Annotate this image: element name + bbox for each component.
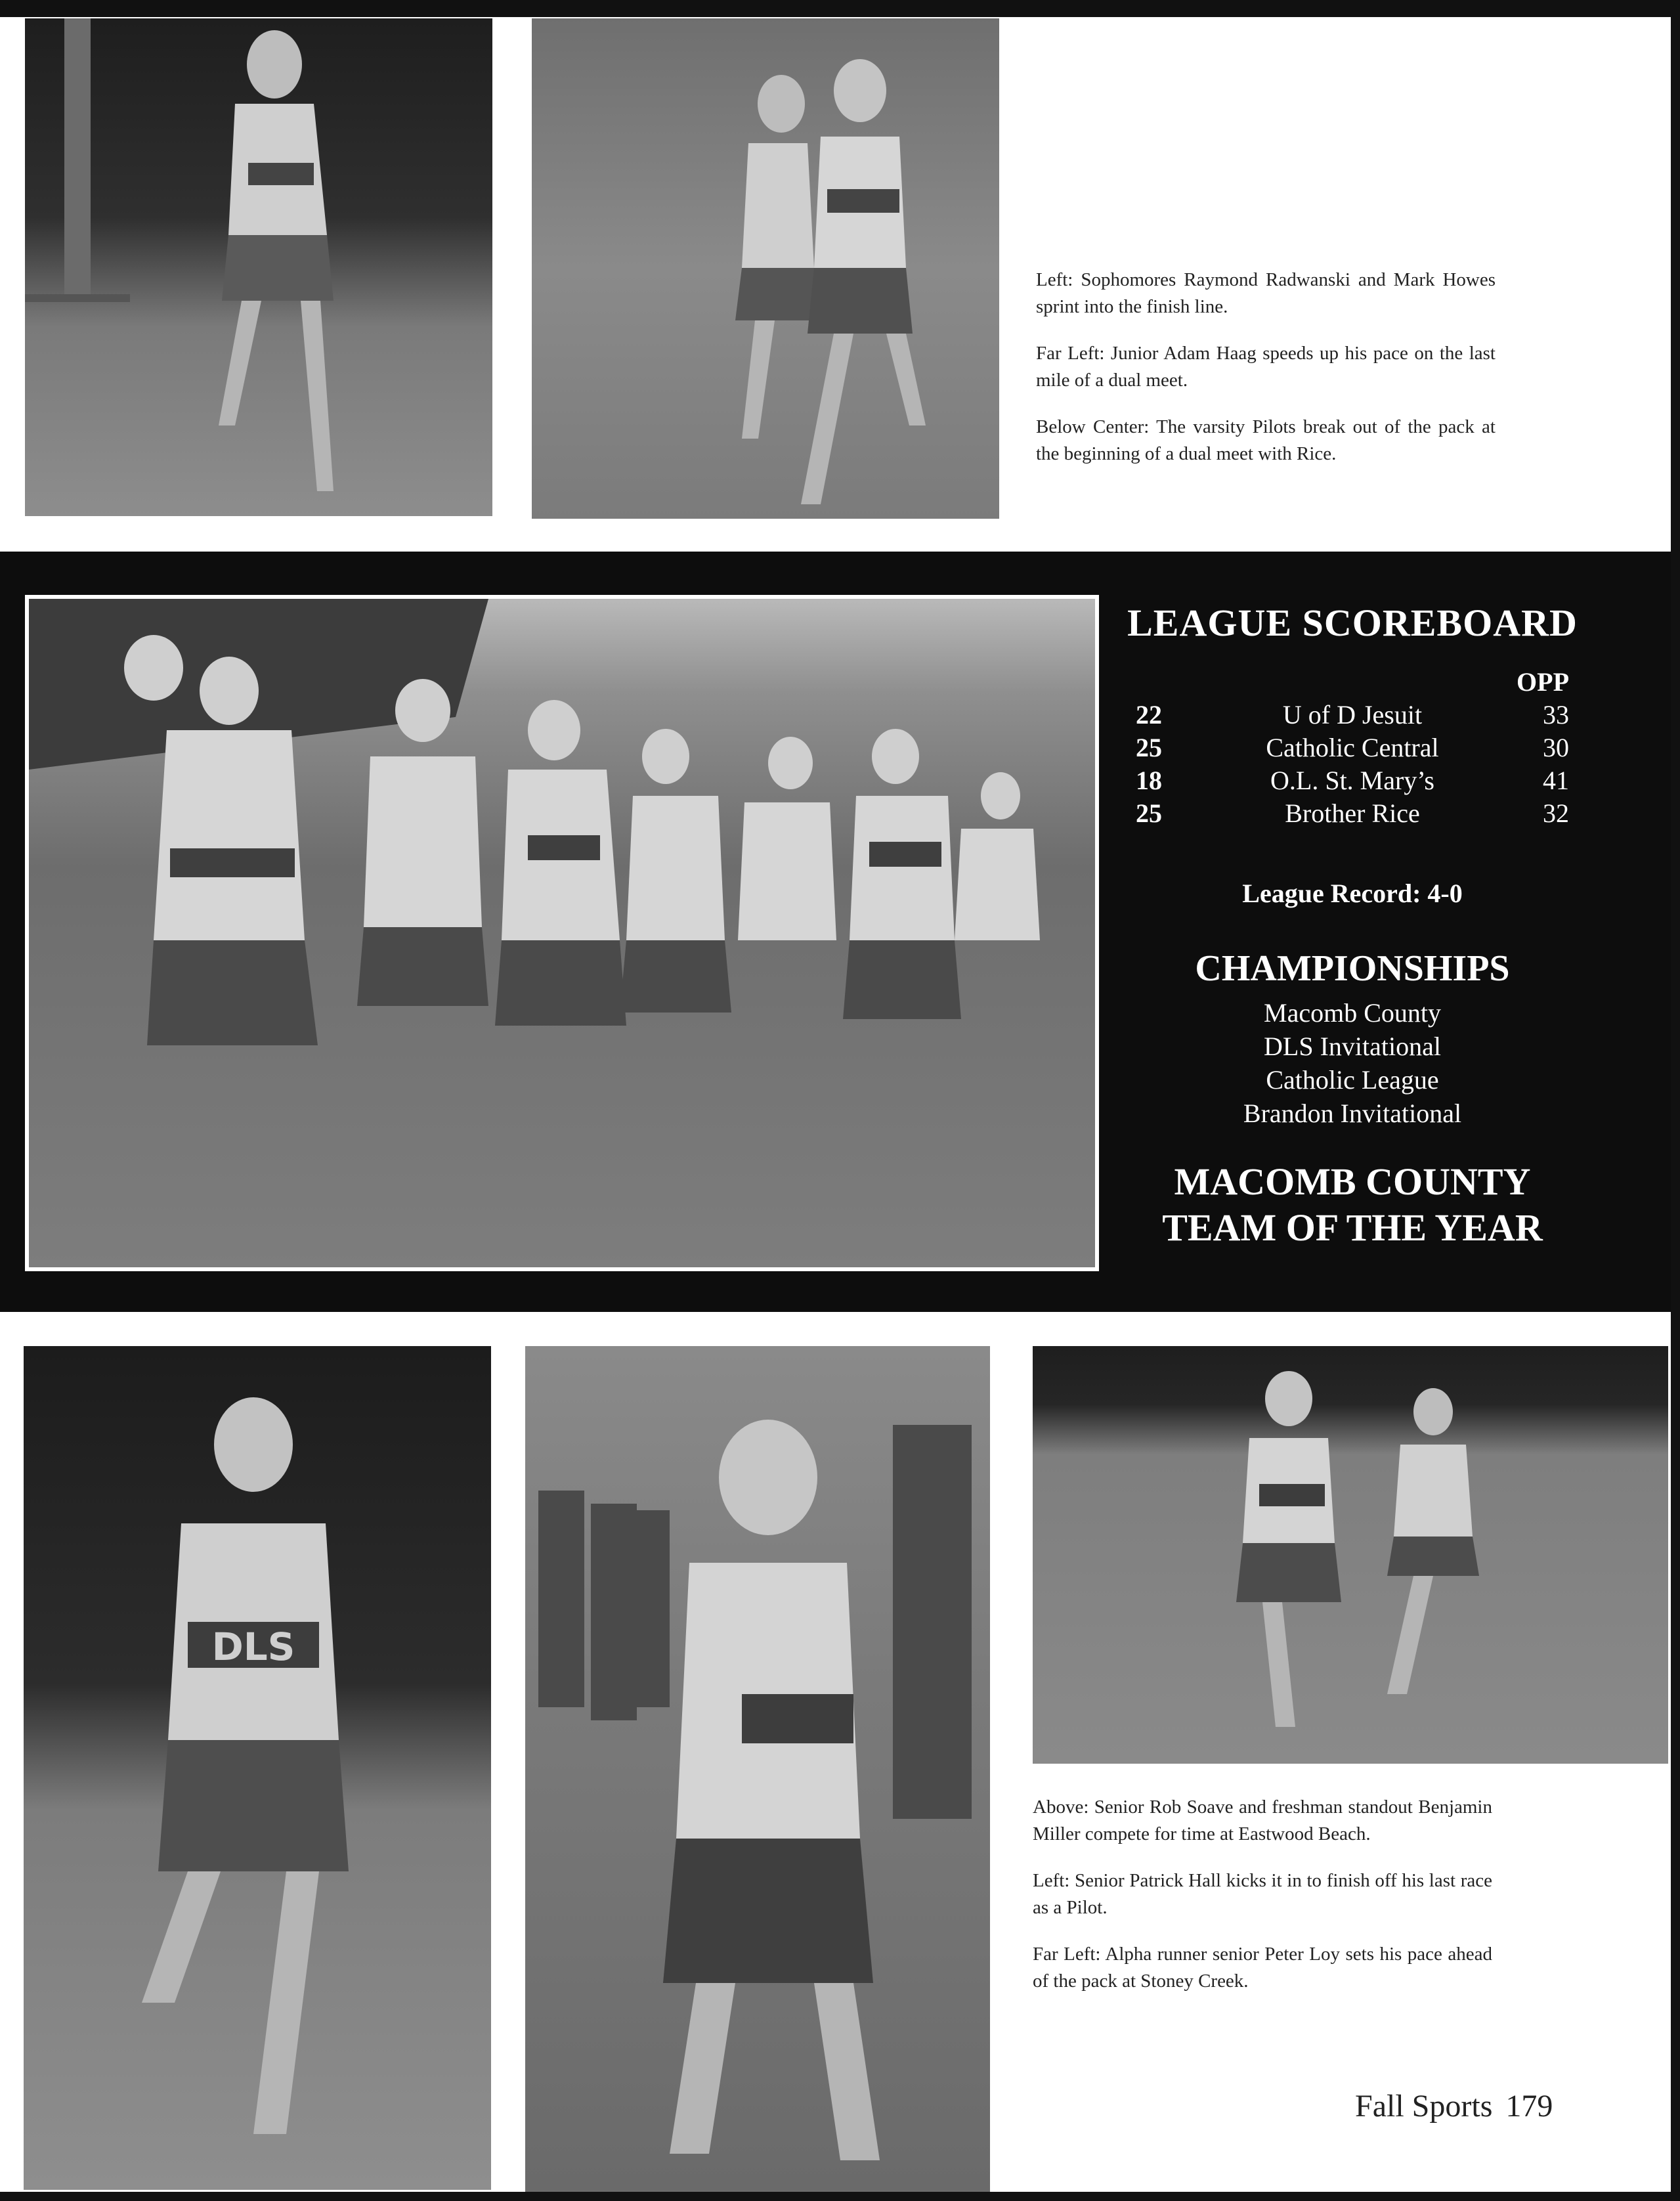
caption-varsity-pilots: Below Center: The varsity Pilots break out of the pack at the beginning of a dual meet with Rice. <box>1036 416 1496 464</box>
runner-figure-icon <box>25 18 492 516</box>
runners-figure-icon <box>1033 1346 1668 1764</box>
runners-figure-icon <box>532 18 999 519</box>
caption-patrick-hall: Left: Senior Patrick Hall kicks it in to finish off his last race as a Pilot. <box>1033 1870 1492 1918</box>
opponent-name: U of D Jesuit <box>1282 700 1423 730</box>
award-line-1: MACOMB COUNTY <box>1174 1160 1531 1203</box>
opponent-score: 33 <box>1543 700 1569 730</box>
championships-title: CHAMPIONSHIPS <box>1195 948 1510 989</box>
team-pack-figure-icon <box>29 599 1095 1267</box>
league-scoreboard <box>1103 594 1602 1251</box>
caption-adam-haag: Far Left: Junior Adam Haag speeds up his pace on the last mile of a dual meet. <box>1036 343 1496 391</box>
championships-list <box>1103 996 1602 1130</box>
right-border <box>1671 0 1680 2201</box>
bottom-border <box>0 2192 1680 2201</box>
team-of-year-award <box>1103 1159 1602 1251</box>
page-footer <box>1355 2088 1553 2124</box>
scoreboard-table <box>1136 666 1569 831</box>
opponent-score: 32 <box>1543 798 1569 828</box>
opponent-name: Brother Rice <box>1285 798 1420 828</box>
jersey-text: DLS <box>211 1624 295 1669</box>
opponent-score: 41 <box>1543 766 1569 795</box>
dls-score: 25 <box>1136 798 1162 828</box>
opponent-name: Catholic Central <box>1266 733 1439 762</box>
opp-header: OPP <box>1517 667 1569 697</box>
page-number: 179 <box>1505 2089 1553 2124</box>
runner-figure-icon <box>525 1346 990 2192</box>
runner-figure-icon <box>24 1346 491 2190</box>
scoreboard-row <box>1136 732 1569 765</box>
league-record: League Record: 4-0 <box>1242 879 1463 908</box>
championship-item: Macomb County <box>1264 998 1441 1028</box>
scoreboard-row <box>1136 798 1569 831</box>
award-line-2: TEAM OF THE YEAR <box>1162 1206 1543 1249</box>
championship-item: Brandon Invitational <box>1243 1099 1462 1128</box>
photo-soave-miller <box>1033 1346 1668 1764</box>
photo-radwanski-howes <box>532 18 999 519</box>
dls-score: 25 <box>1136 733 1162 762</box>
scoreboard-title: LEAGUE SCOREBOARD <box>1127 601 1578 644</box>
photo-adam-haag <box>25 18 492 516</box>
scoreboard-row <box>1136 699 1569 732</box>
caption-radwanski-howes: Left: Sophomores Raymond Radwanski and Mark Howes sprint into the finish line. <box>1036 269 1496 317</box>
caption-soave-miller: Above: Senior Rob Soave and freshman standout Benjamin Miller compete for time at Eastwood Beach. <box>1033 1797 1492 1844</box>
opponent-name: O.L. St. Mary’s <box>1270 766 1434 795</box>
section-name: Fall Sports <box>1355 2089 1493 2124</box>
bottom-captions <box>1033 1794 1492 2015</box>
dls-score: 22 <box>1136 700 1162 730</box>
top-captions <box>1036 267 1496 487</box>
caption-peter-loy: Far Left: Alpha runner senior Peter Loy sets his pace ahead of the pack at Stoney Creek. <box>1033 1944 1492 1992</box>
scoreboard-row <box>1136 765 1569 798</box>
scoreboard-header-row <box>1136 666 1569 699</box>
photo-varsity-pilots <box>29 599 1095 1267</box>
top-border <box>0 0 1680 17</box>
championship-item: Catholic League <box>1266 1065 1439 1095</box>
photo-peter-loy <box>24 1346 491 2190</box>
photo-patrick-hall <box>525 1346 990 2192</box>
opponent-score: 30 <box>1543 733 1569 762</box>
dls-score: 18 <box>1136 766 1162 795</box>
championship-item: DLS Invitational <box>1264 1032 1441 1061</box>
